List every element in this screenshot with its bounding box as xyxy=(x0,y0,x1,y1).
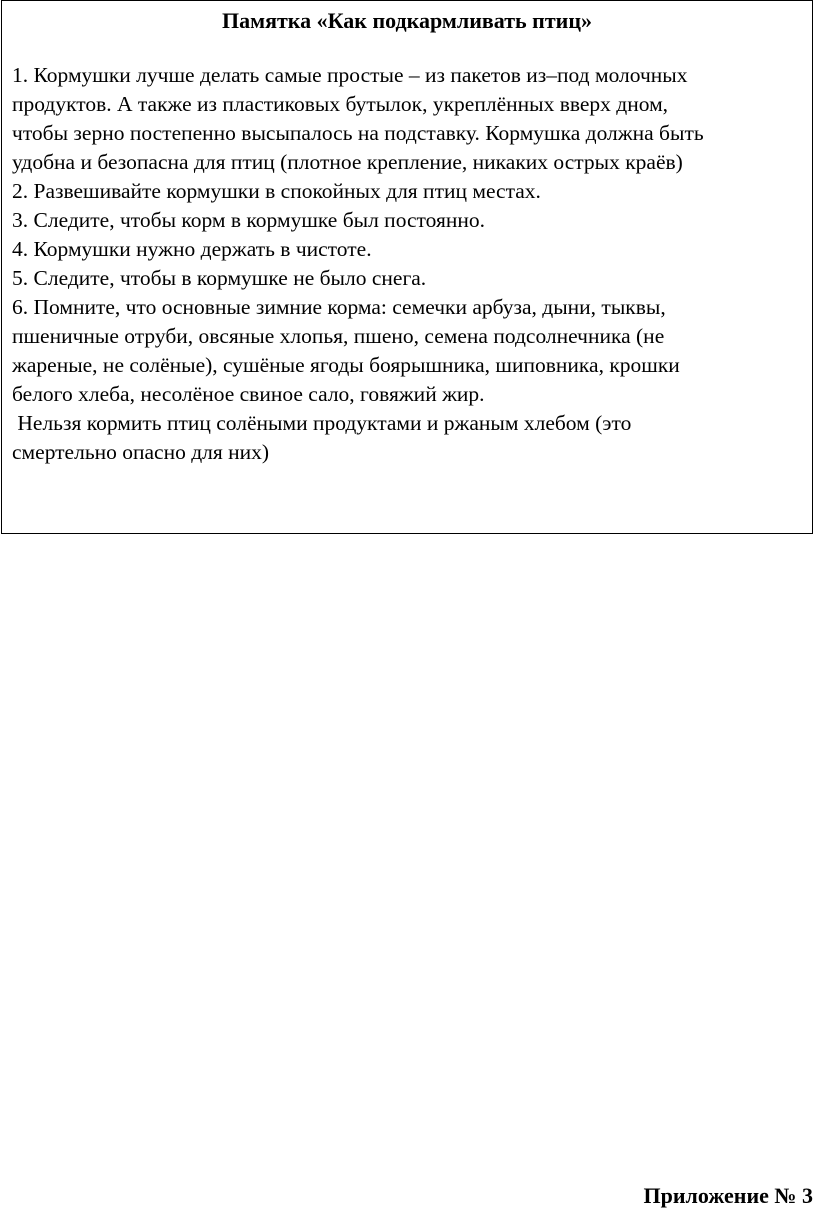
memo-body xyxy=(12,61,812,467)
memo-line: 1. Кормушки лучше делать самые простые – из пакетов из–под молочных xyxy=(12,63,688,87)
memo-line: белого хлеба, несолёное свиное сало, говяжий жир. xyxy=(12,382,485,406)
memo-line: 6. Помните, что основные зимние корма: семечки арбуза, дыни, тыквы, xyxy=(12,295,666,319)
memo-line: жареные, не солёные), сушёные ягоды боярышника, шиповника, крошки xyxy=(12,353,680,377)
memo-line: пшеничные отруби, овсяные хлопья, пшено, семена подсолнечника (не xyxy=(12,324,665,348)
memo-line: продуктов. А также из пластиковых бутылок, укреплённых вверх дном, xyxy=(12,92,669,116)
memo-line: 3. Следите, чтобы корм в кормушке был постоянно. xyxy=(12,208,485,232)
memo-line: чтобы зерно постепенно высыпалось на подставку. Кормушка должна быть xyxy=(12,121,704,145)
memo-line: 5. Следите, чтобы в кормушке не было снега. xyxy=(12,266,427,290)
appendix-label: Приложение № 3 xyxy=(643,1183,813,1208)
memo-line: 2. Развешивайте кормушки в спокойных для птиц местах. xyxy=(12,179,541,203)
memo-line: удобна и безопасна для птиц (плотное крепление, никаких острых краёв) xyxy=(12,150,683,174)
memo-title: Памятка «Как подкармливать птиц» xyxy=(222,8,592,33)
memo-box xyxy=(1,0,813,534)
memo-line: 4. Кормушки нужно держать в чистоте. xyxy=(12,237,372,261)
memo-line: смертельно опасно для них) xyxy=(12,440,270,464)
memo-line: Нельзя кормить птиц солёными продуктами и ржаным хлебом (это xyxy=(12,411,632,435)
